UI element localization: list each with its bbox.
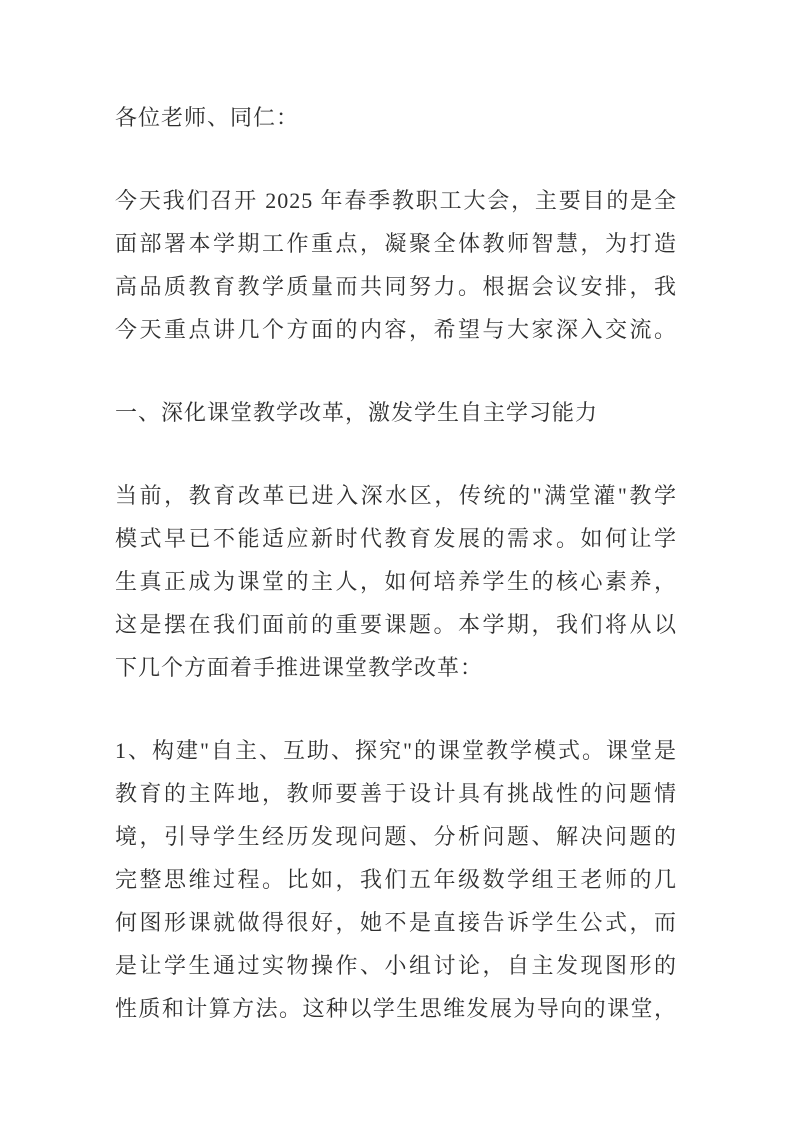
greeting-line: 各位老师、同仁： xyxy=(115,105,300,130)
text-line: 今天我们召开 2025 年春季教职工大会，主要目的是全 xyxy=(115,188,677,213)
text-line: 境，引导学生经历发现问题、分析问题、解决问题的 xyxy=(115,824,677,849)
text-line: 生真正成为课堂的主人，如何培养学生的核心素养， xyxy=(115,569,677,594)
text-line: 当前，教育改革已进入深水区，传统的"满堂灌"教学 xyxy=(115,483,677,508)
text-line: 是让学生通过实物操作、小组讨论，自主发现图形的 xyxy=(115,953,677,978)
text-line: 模式早已不能适应新时代教育发展的需求。如何让学 xyxy=(115,526,677,551)
text-line: 完整思维过程。比如，我们五年级数学组王老师的几 xyxy=(115,867,677,892)
text-line: 高品质教育教学质量而共同努力。根据会议安排，我 xyxy=(115,274,677,299)
heading-line: 一、深化课堂教学改革，激发学生自主学习能力 xyxy=(115,400,599,425)
text-line: 面部署本学期工作重点，凝聚全体教师智慧，为打造 xyxy=(115,231,677,256)
text-line: 性质和计算方法。这种以学生思维发展为导向的课堂， xyxy=(115,996,677,1021)
paragraph-2 xyxy=(115,474,677,689)
text-line: 教育的主阵地，教师要善于设计具有挑战性的问题情 xyxy=(115,781,677,806)
text-line: 今天重点讲几个方面的内容，希望与大家深入交流。 xyxy=(115,317,677,342)
paragraph-1 xyxy=(115,179,677,351)
text-line: 何图形课就做得很好，她不是直接告诉学生公式，而 xyxy=(115,910,677,935)
text-line: 下几个方面着手推进课堂教学改革： xyxy=(115,655,484,680)
section-heading-1 xyxy=(115,391,677,434)
greeting-block xyxy=(115,96,677,139)
text-line: 1、构建"自主、互助、探究"的课堂教学模式。课堂是 xyxy=(115,738,677,763)
paragraph-3 xyxy=(115,729,677,1030)
text-line: 这是摆在我们面前的重要课题。本学期，我们将从以 xyxy=(115,612,677,637)
document-content xyxy=(115,96,677,1070)
